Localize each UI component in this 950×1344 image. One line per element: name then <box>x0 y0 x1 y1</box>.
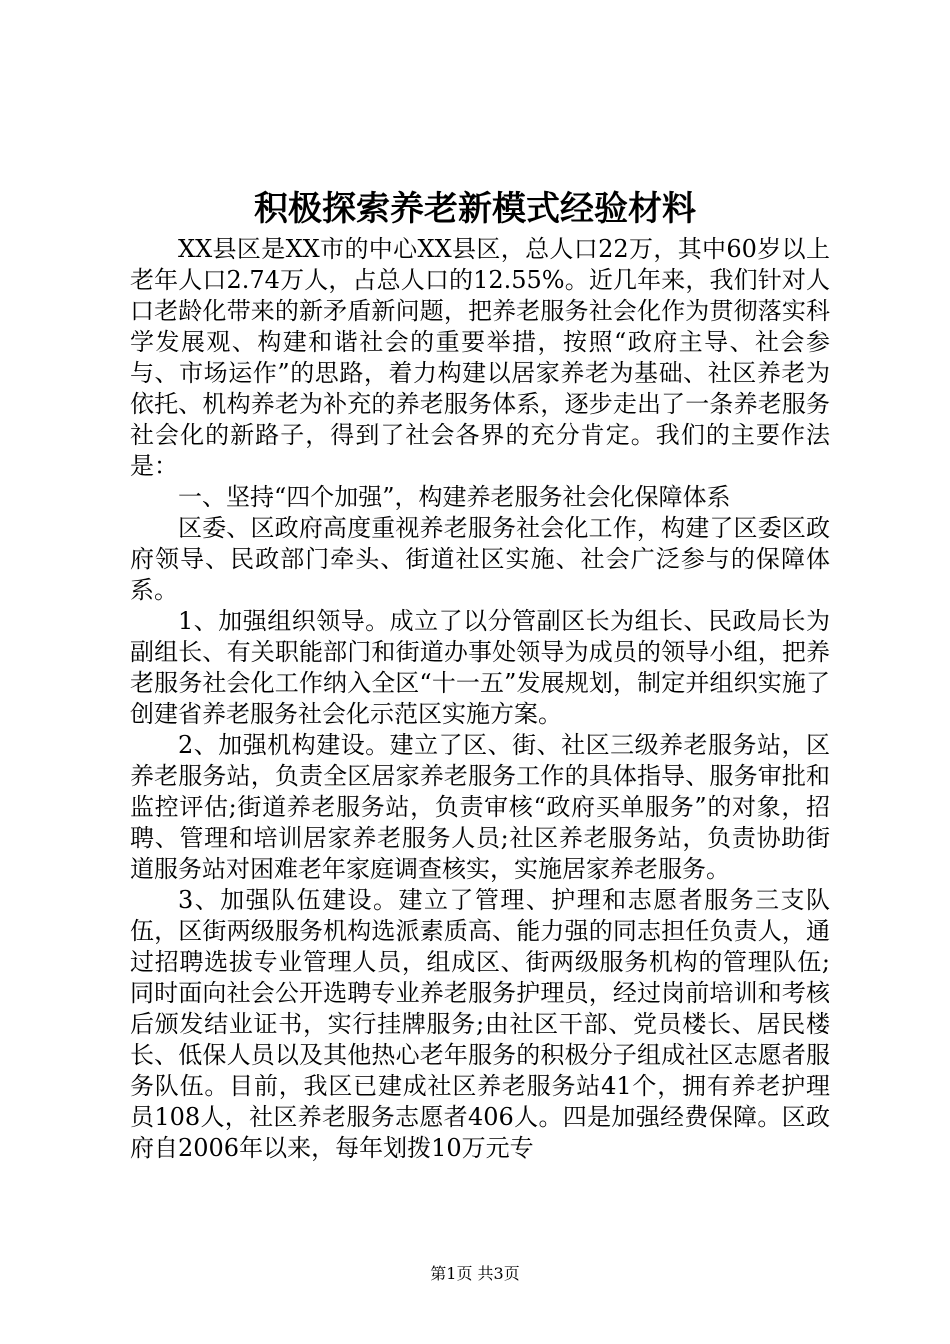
document-title: 积极探索养老新模式经验材料 <box>254 189 696 229</box>
paragraph-item-3: 3、加强队伍建设。建立了管理、护理和志愿者服务三支队伍，区街两级服务机构选派素质高、能力强的同志担任负责人，通过招聘选拔专业管理人员，组成区、街两级服务机构的管理队伍;同时面向社会公开选聘专业养老服务护理员，经过岗前培训和考核后颁发结业证书，实行挂牌服务;由社区干部、党员楼长、居民楼长、低保人员以及其他热心老年服务的积极分子组成社区志愿者服务队伍。目前，我区已建成社区养老服务站41个，拥有养老护理员108人，社区养老服务志愿者406人。四是加强经费保障。区政府自2006年以来，每年划拨10万元专 <box>130 886 830 1162</box>
paragraph-item-1: 1、加强组织领导。成立了以分管副区长为组长、民政局长为副组长、有关职能部门和街道办事处领导为成员的领导小组，把养老服务社会化工作纳入全区“十一五”发展规划，制定并组织实施了创建省养老服务社会化示范区实施方案。 <box>130 607 830 728</box>
paragraph-overview: 区委、区政府高度重视养老服务社会化工作，构建了区委区政府领导、民政部门牵头、街道社区实施、社会广泛参与的保障体系。 <box>130 514 830 604</box>
paragraph-item-2: 2、加强机构建设。建立了区、街、社区三级养老服务站，区养老服务站，负责全区居家养老服务工作的具体指导、服务审批和监控评估;街道养老服务站，负责审核“政府买单服务”的对象，招聘、管理和培训居家养老服务人员;社区养老服务站，负责协助街道服务站对困难老年家庭调查核实，实施居家养老服务。 <box>130 731 830 883</box>
section-heading: 一、坚持“四个加强”，构建养老服务社会化保障体系 <box>178 483 731 511</box>
paragraph-intro: XX县区是XX市的中心XX县区，总人口22万，其中60岁以上老年人口2.74万人，占总人口的12.55%。近几年来，我们针对人口老龄化带来的新矛盾新问题，把养老服务社会化作为贯彻落实科学发展观、构建和谐社会的重要举措，按照“政府主导、社会参与、市场运作”的思路，着力构建以居家养老为基础、社区养老为依托、机构养老为补充的养老服务体系，逐步走出了一条养老服务社会化的新路子，得到了社会各界的充分肯定。我们的主要作法是： <box>130 235 830 480</box>
document-body <box>130 234 830 1164</box>
page-footer: 第1页 共3页 <box>430 1264 520 1283</box>
